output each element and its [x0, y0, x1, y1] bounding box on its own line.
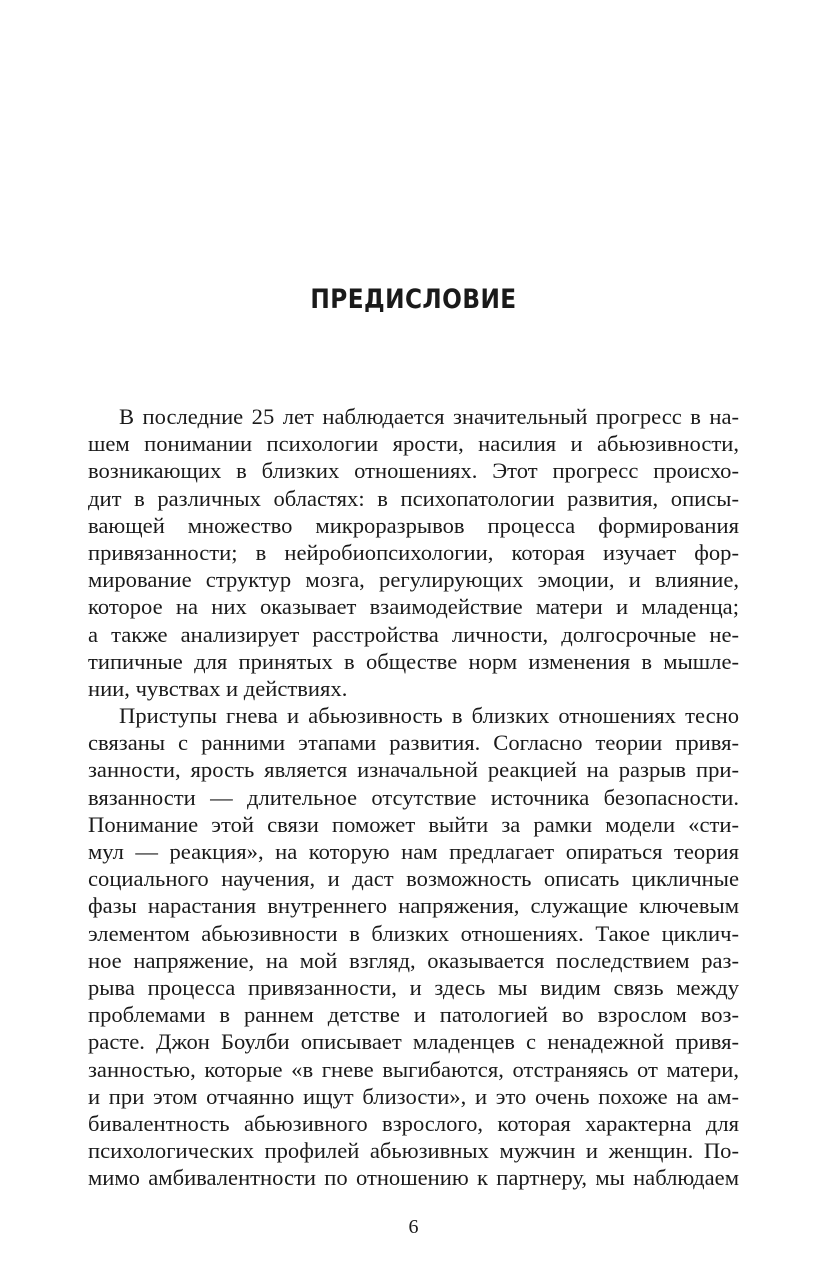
- text-line: психологических профилей абьюзивных мужчин и женщин. По-: [88, 1138, 739, 1164]
- text-line: Понимание этой связи поможет выйти за рамки модели «сти-: [88, 811, 739, 837]
- body-text: [88, 403, 739, 1191]
- page-number: 6: [408, 1216, 419, 1238]
- text-line: мул — реакция», на которую нам предлагает опираться теория: [88, 839, 739, 864]
- text-line: проблемами в раннем детстве и патологией во взрослом воз-: [88, 1002, 739, 1028]
- text-line: Приступы гнева и абьюзивность в близких отношениях тесно: [119, 703, 739, 729]
- text-line: рыва процесса привязанности, и здесь мы видим связь между: [88, 974, 739, 1000]
- text-line: вающей множество микроразрывов процесса формирования: [88, 512, 739, 538]
- text-line: шем понимании психологии ярости, насилия и абьюзивности,: [88, 431, 739, 457]
- chapter-title: ПРЕДИСЛОВИЕ: [310, 284, 517, 315]
- paragraph-2: [88, 702, 739, 1191]
- text-line: вязанности — длительное отсутствие источника безопасности.: [88, 784, 739, 810]
- text-line: привязанности; в нейробиопсихологии, которая изучает фор-: [88, 539, 739, 565]
- text-line: ное напряжение, на мой взгляд, оказывается последствием раз-: [88, 947, 739, 973]
- text-line: социального научения, и даст возможность описать цикличные: [88, 866, 739, 892]
- text-line: элементом абьюзивности в близких отношениях. Такое циклич-: [88, 920, 739, 946]
- text-line: В последние 25 лет наблюдается значительный прогресс в на-: [119, 404, 739, 429]
- text-line: типичные для принятых в обществе норм изменения в мышле-: [88, 648, 739, 674]
- text-line: бивалентность абьюзивного взрослого, которая характерна для: [88, 1110, 739, 1136]
- text-line: фазы нарастания внутреннего напряжения, служащие ключевым: [88, 893, 739, 919]
- text-line: занностью, которые «в гневе выгибаются, отстраняясь от матери,: [88, 1056, 739, 1082]
- text-line: нии, чувствах и действиях.: [88, 675, 348, 701]
- text-line: которое на них оказывает взаимодействие матери и младенца;: [88, 594, 739, 620]
- text-line: а также анализирует расстройства личности, долгосрочные не-: [88, 621, 739, 647]
- text-line: возникающих в близких отношениях. Этот прогресс происхо-: [88, 458, 739, 484]
- text-line: мирование структур мозга, регулирующих эмоции, и влияние,: [88, 567, 739, 593]
- text-line: дит в различных областях: в психопатологии развития, описы-: [88, 485, 739, 511]
- paragraph-1: [88, 403, 739, 702]
- text-line: занности, ярость является изначальной реакцией на разрыв при-: [88, 757, 739, 783]
- text-line: связаны с ранними этапами развития. Согласно теории привя-: [88, 730, 739, 756]
- text-line: расте. Джон Боулби описывает младенцев с ненадежной привя-: [88, 1029, 739, 1055]
- text-line: и при этом отчаянно ищут близости», и это очень похоже на ам-: [88, 1083, 739, 1109]
- text-line: мимо амбивалентности по отношению к партнеру, мы наблюдаем: [88, 1165, 739, 1191]
